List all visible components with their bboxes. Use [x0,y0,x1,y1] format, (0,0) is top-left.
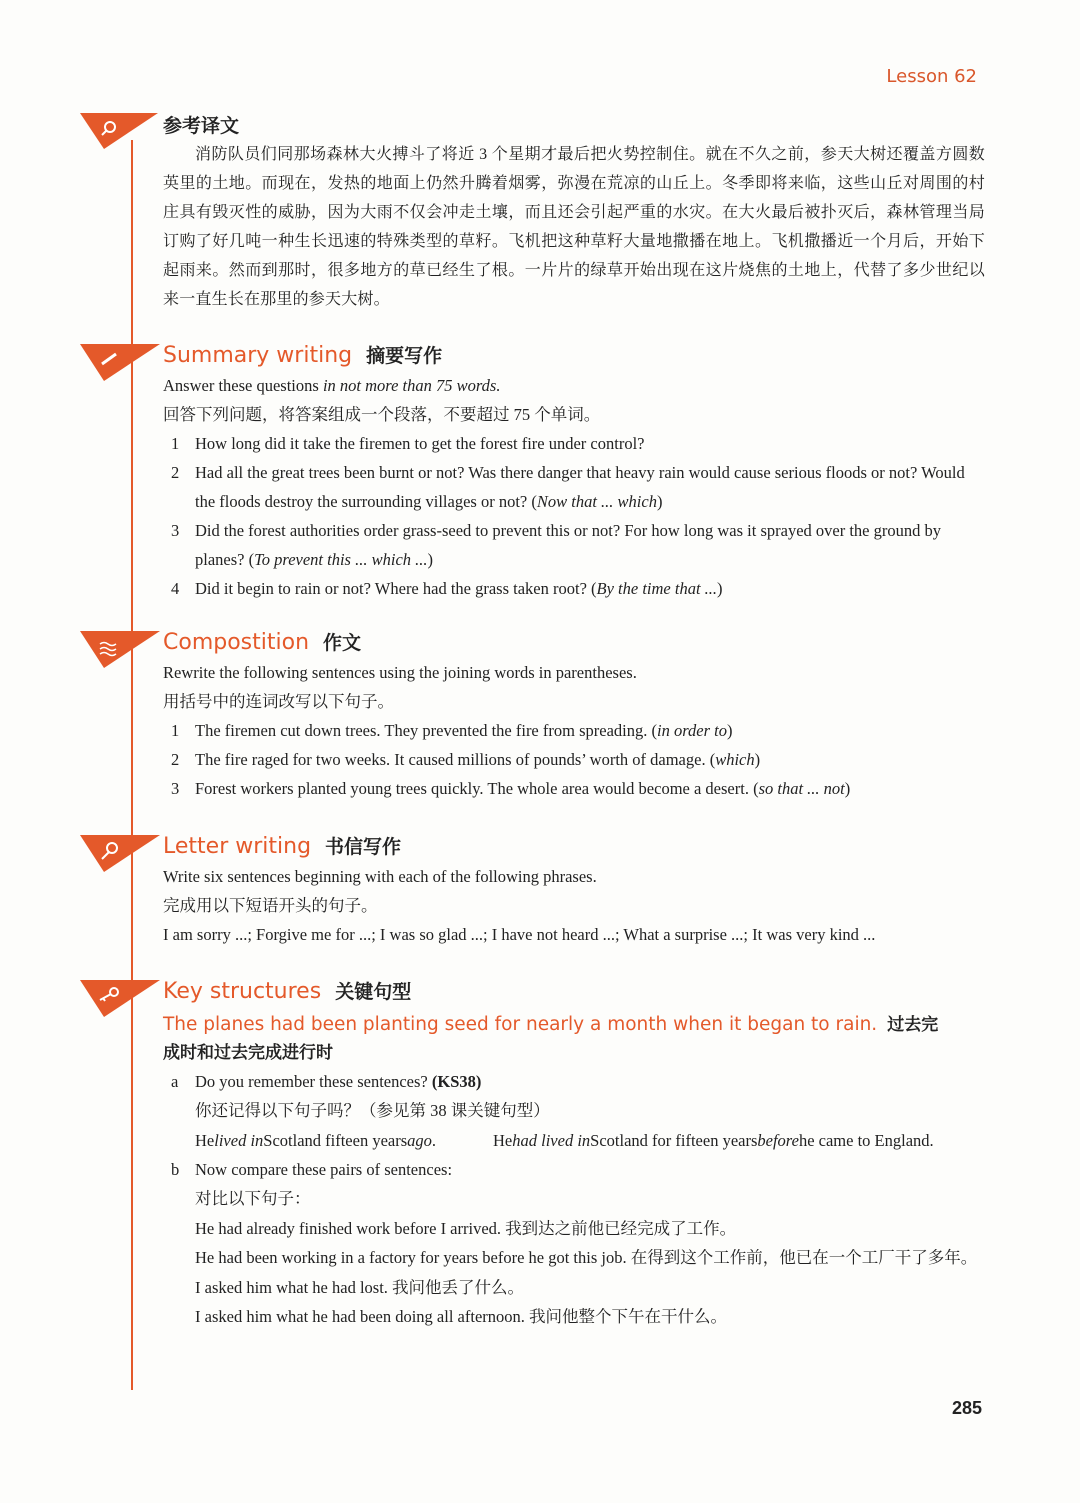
key-structures-heading [163,977,985,1007]
example-time: ago [407,1130,432,1150]
key-structure-sentence-cn: 过去完 [887,1015,939,1035]
item-text [195,574,985,603]
ks-a-example-2 [493,1126,934,1156]
list-item [163,774,985,803]
summary-heading [163,341,985,371]
ks-b-cn: 对比以下句子： [195,1189,311,1208]
item-number: 1 [171,721,180,740]
example-text: He [195,1130,215,1150]
ks-a-cn: 你还记得以下句子吗？（参见第 38 课关键句型） [195,1101,550,1120]
item-number: 2 [171,750,180,769]
item-close: ) [656,492,663,511]
pen-nib-marker-icon [80,113,162,157]
composition-instruction: Rewrite the following sentences using the joining words in parentheses. [163,663,637,682]
item-text-main: Forest workers planted young trees quickly. The whole area would become a desert. ( [195,779,759,798]
item-text-main: Did it begin to rain or not? Where had the grass taken root? ( [195,579,597,598]
item-text-main: Do you remember these sentences? [195,1072,432,1091]
composition-section [163,628,985,803]
ks-b-line: I asked him what he had been doing all afternoon. 我问他整个下午在干什么。 [195,1307,728,1326]
example-text: He [493,1130,513,1150]
item-text-main: How long did it take the firemen to get the forest fire under control? [195,434,645,453]
list-item [163,1155,985,1184]
key-marker-icon [80,980,162,1024]
item-number: 3 [171,779,180,798]
letter-title: Letter writing [163,834,312,859]
item-hint: so that ... not [758,779,845,798]
example-text: . [431,1130,437,1150]
example-verb: lived in [214,1130,264,1150]
item-label: b [171,1160,180,1179]
letter-heading [163,832,985,862]
item-text [195,716,985,745]
list-item [163,458,985,516]
item-hint: Now that ... which [536,492,657,511]
translation-title: 参考译文 [163,115,240,137]
composition-title: Compostition [163,630,310,655]
key-structures-title: Key structures [163,979,322,1004]
example-text: Scotland for fifteen years [590,1130,758,1150]
item-text [195,516,985,574]
summary-question-list [163,429,985,603]
key-structure-sentence-en: The planes had been planting seed for nearly a month when it began to rain. [163,1014,878,1035]
summary-instruction-text: Answer these questions [163,376,323,395]
list-item [163,745,985,774]
item-hint: in order to [656,721,727,740]
summary-section [163,341,985,603]
page-number: 285 [951,1398,982,1418]
ks-a-example-1 [195,1126,493,1156]
item-close: ) [717,579,723,598]
example-text: he came to England. [798,1130,934,1150]
list-item [163,429,985,458]
summary-title-cn: 摘要写作 [366,345,443,367]
item-close: ) [844,779,851,798]
item-close: ) [427,550,434,569]
letter-instruction: Write six sentences beginning with each of the following phrases. [163,867,597,886]
summary-title: Summary writing [163,343,353,368]
composition-title-cn: 作文 [323,632,362,654]
item-hint: which [715,750,755,769]
item-close: ) [726,721,733,740]
composition-heading [163,628,985,658]
summary-instruction-limit: in not more than 75 words. [322,376,501,395]
composition-list [163,716,985,803]
letter-pen-marker-icon [80,835,162,879]
list-item [163,716,985,745]
item-number: 2 [171,463,180,482]
item-number: 1 [171,434,180,453]
item-text-main: Did the forest authorities order grass-seed to prevent this or not? For how long was it sprayed over the ground by planes? ( [195,521,941,569]
summary-instruction [163,371,985,400]
item-text: Now compare these pairs of sentences: [195,1160,453,1179]
item-text-main: Had all the great trees been burnt or not? Was there danger that heavy rain would cause serious floods or not? Would the floods destroy the surrounding villages or not? ( [195,463,965,511]
item-hint: By the time that ... [596,579,718,598]
item-text [195,1067,985,1096]
example-verb: had lived in [512,1130,591,1150]
key-structures-section [163,977,985,1332]
list-item [163,516,985,574]
item-ref: (KS38) [431,1072,482,1091]
item-hint: To prevent this ... which ... [254,550,428,569]
ks-b-line: He had been working in a factory for years before he got this job. 在得到这个工作前，他已在一个工厂干了多年。 [195,1248,978,1267]
key-structure-sentence [163,1011,985,1039]
item-label: a [171,1072,179,1091]
key-structure-sentence-cn-cont: 成时和过去完成进行时 [163,1043,333,1063]
margin-rule [131,140,133,1390]
item-close: ) [754,750,761,769]
list-item [163,1067,985,1096]
letter-title-cn: 书信写作 [325,836,402,858]
item-text [195,745,985,774]
ks-b-line: He had already finished work before I arrived. 我到达之前他已经完成了工作。 [195,1218,737,1238]
ks-a-examples [163,1126,985,1156]
composition-instruction-cn: 用括号中的连词改写以下句子。 [163,692,394,711]
pencil-marker-icon [80,344,162,388]
item-text-main: The fire raged for two weeks. It caused millions of pounds’ worth of damage. ( [195,750,716,769]
summary-instruction-cn: 回答下列问题，将答案组成一个段落，不要超过 75 个单词。 [163,405,601,424]
example-time: before [757,1130,799,1150]
item-text [195,774,985,803]
key-structures-title-cn: 关键句型 [335,981,412,1003]
item-text-main: The firemen cut down trees. They prevented the fire from spreading. ( [195,721,657,740]
lesson-label: Lesson 62 [886,66,977,87]
translation-paragraph: 消防队员们同那场森林大火搏斗了将近 3 个星期才最后把火势控制住。就在不久之前，参天大树还覆盖方圆数英里的土地。而现在，发热的地面上仍然升腾着烟雾，弥漫在荒凉的山丘上。冬季即将来临，这些山丘对周围的村庄具有毁灭性的威胁，因为大雨不仅会冲走土壤，而且还会引起严重的水灾。在大火最后被扑灭后，森林管理当局订购了好几吨一种生长迅速的特殊类型的草籽。飞机把这种草籽大量地撒播在地上。飞机撒播近一个月后，开始下起雨来。然而到那时，很多地方的草已经生了根。一片片的绿草开始出现在这片烧焦的土地上，代替了多少世纪以来一直生长在那里的参天大树。 [163,146,985,308]
item-number: 3 [171,521,180,540]
item-text [195,429,985,458]
example-text: Scotland fifteen years [263,1130,408,1150]
letter-instruction-cn: 完成用以下短语开头的句子。 [163,896,378,915]
composition-marker-icon [80,631,162,675]
letter-section [163,832,985,949]
ks-b-line: I asked him what he had lost. 我问他丢了什么。 [195,1277,525,1297]
item-text [195,458,985,516]
list-item [163,574,985,603]
translation-section [163,112,985,314]
letter-phrases: I am sorry ...; Forgive me for ...; I was so glad ...; I have not heard ...; What a surprise ...; It was very kind ... [163,925,876,944]
item-number: 4 [171,579,180,598]
